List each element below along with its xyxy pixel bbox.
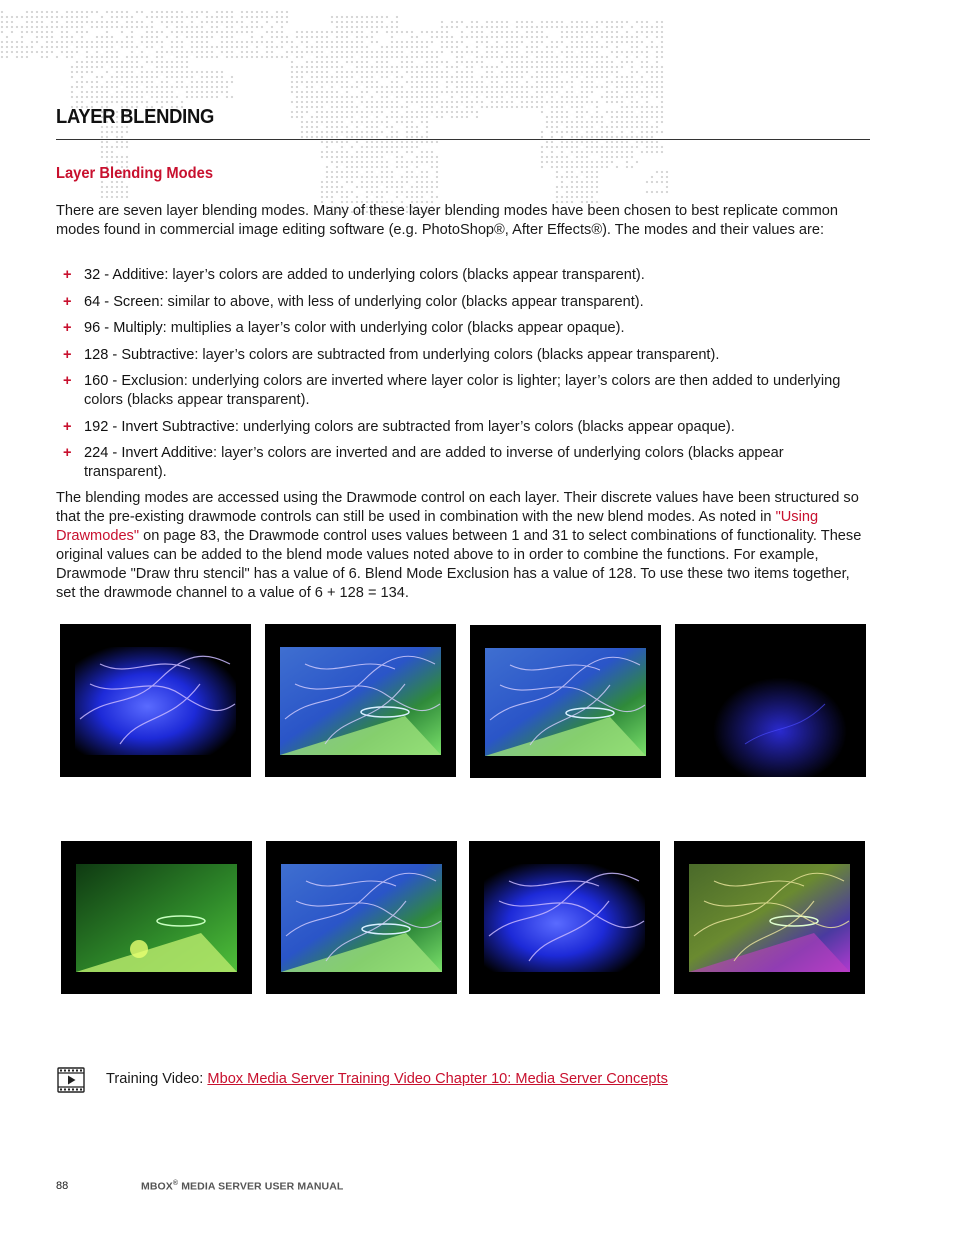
list-item [56, 266, 870, 285]
list-item [56, 372, 870, 410]
video-icon [57, 1067, 85, 1093]
mode-name: 128 - Subtractive [84, 346, 195, 363]
mode-description: : multiplies a layer’s color with underlying color (blacks appear opaque). [162, 320, 625, 336]
mode-description: : underlying colors are subtracted from layer’s colors (blacks appear opaque). [234, 418, 735, 435]
plus-bullet-icon: + [63, 346, 72, 363]
subsection-title: Layer Blending Modes [56, 165, 214, 182]
plus-bullet-icon: + [63, 373, 72, 389]
mode-description: : layer’s colors are added to underlying colors (blacks appear transparent). [164, 267, 645, 283]
blend-example-image [469, 841, 660, 994]
footer-brand: MBOX [141, 1180, 173, 1193]
registered-mark: ® [172, 1180, 179, 1187]
intro-paragraph: There are seven layer blending modes. Many of these layer blending modes have been chosen to best replicate common modes found in commercial image editing software (e.g. PhotoShop®, After Effects®). The modes and their values are: [56, 203, 839, 238]
mode-description: : layer’s colors are inverted and are added to inverse of underlying colors (blacks appear transparent). [84, 445, 784, 480]
blend-access-paragraph [56, 489, 870, 603]
list-item [56, 319, 870, 338]
paragraph-text: The blending modes are accessed using the Drawmode control on each layer. Their discrete values have been structured so that the pre-existing drawmode controls can still be used in combination with the new blend modes. As noted in [56, 490, 859, 525]
title-divider [56, 139, 870, 140]
blend-example-image [470, 625, 661, 778]
training-video-link[interactable]: Mbox Media Server Training Video Chapter 10: Media Server Concepts [207, 1071, 668, 1087]
mode-name: 32 - Additive [84, 267, 165, 283]
plus-bullet-icon: + [63, 418, 72, 435]
blend-example-image [61, 841, 252, 994]
plus-bullet-icon: + [63, 445, 72, 461]
using-drawmodes-link[interactable]: "Using Drawmodes" [56, 509, 819, 544]
paragraph-text: on page 83, the Drawmode control uses values between 1 and 31 to select combinations of functionality. These original values can be added to the blend mode values noted above to in order to combine the functions. For example, Drawmode "Draw thru stencil" has a value of 6. Blend Mode Exclusion has a value of 128. To use these two items together, set the drawmode channel to a value of 6 + 128 = 134. [56, 528, 862, 601]
plus-bullet-icon: + [63, 293, 72, 310]
list-item [56, 293, 870, 312]
plus-bullet-icon: + [63, 267, 72, 283]
training-label: Training Video: [106, 1071, 208, 1087]
mode-description: : similar to above, with less of underlying color (blacks appear transparent). [159, 293, 644, 310]
footer-subtitle: MEDIA SERVER USER MANUAL [178, 1180, 344, 1193]
page-number: 88 [56, 1180, 69, 1192]
plus-bullet-icon: + [63, 320, 72, 336]
blend-mode-list [56, 266, 870, 490]
mode-description: : underlying colors are inverted where layer color is lighter; layer’s colors are then added to underlying colors (blacks appear transparent). [84, 373, 841, 408]
blend-example-image [266, 841, 457, 994]
list-item [56, 418, 870, 437]
mode-name: 64 - Screen [84, 293, 160, 310]
blend-example-image [674, 841, 865, 994]
mode-name: 192 - Invert Subtractive [84, 418, 235, 435]
mode-name: 96 - Multiply [84, 320, 163, 336]
mode-description: : layer’s colors are subtracted from underlying colors (blacks appear transparent). [194, 346, 720, 363]
blend-example-image [265, 624, 456, 777]
footer-manual-title [141, 1180, 343, 1193]
mode-name: 160 - Exclusion [84, 373, 184, 389]
training-video-line [106, 1070, 668, 1089]
blend-example-image [60, 624, 251, 777]
list-item [56, 346, 870, 365]
mode-name: 224 - Invert Additive [84, 445, 213, 461]
blend-example-image [675, 624, 866, 777]
section-title: LAYER BLENDING [56, 106, 215, 128]
list-item [56, 444, 870, 482]
